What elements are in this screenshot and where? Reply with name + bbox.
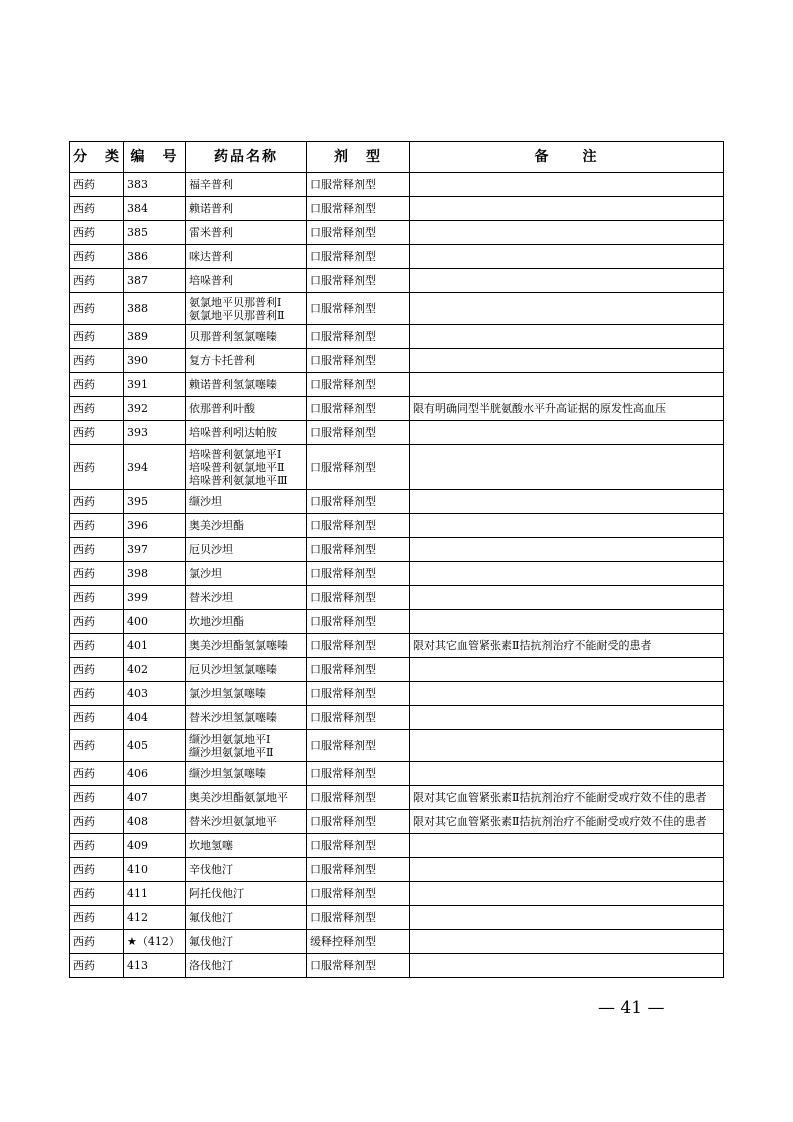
cell-category: 西药 (70, 221, 124, 245)
cell-drug-name (186, 658, 307, 682)
cell-remarks (410, 930, 724, 954)
cell-category: 西药 (70, 197, 124, 221)
cell-drug-name (186, 245, 307, 269)
cell-number: ★（412） (124, 930, 186, 954)
cell-remarks (410, 349, 724, 373)
cell-drug-name (186, 293, 307, 325)
cell-category: 西药 (70, 293, 124, 325)
header-dosage-form: 剂 型 (307, 142, 410, 173)
header-number: 编 号 (124, 142, 186, 173)
cell-remarks (410, 730, 724, 762)
cell-remarks (410, 834, 724, 858)
cell-drug-name (186, 373, 307, 397)
table-header-row (70, 142, 724, 173)
cell-category: 西药 (70, 325, 124, 349)
drug-name-line: 替米沙坦氢氯噻嗪 (189, 711, 277, 724)
cell-drug-name (186, 834, 307, 858)
cell-number: 408 (124, 810, 186, 834)
cell-dosage-form: 口服常释剂型 (307, 762, 410, 786)
table-row (70, 610, 724, 634)
table-row (70, 634, 724, 658)
cell-drug-name (186, 397, 307, 421)
drug-name-line: 赖诺普利 (189, 202, 233, 215)
cell-number: 411 (124, 882, 186, 906)
cell-drug-name (186, 562, 307, 586)
cell-drug-name (186, 173, 307, 197)
cell-dosage-form: 口服常释剂型 (307, 610, 410, 634)
drug-name-line: 氟伐他汀 (189, 935, 233, 948)
cell-dosage-form: 口服常释剂型 (307, 682, 410, 706)
cell-dosage-form: 口服常释剂型 (307, 325, 410, 349)
drug-name-line: 厄贝沙坦 (189, 543, 233, 556)
table-row (70, 197, 724, 221)
cell-remarks (410, 658, 724, 682)
cell-remarks (410, 882, 724, 906)
cell-number: 412 (124, 906, 186, 930)
page-number: — 41 — (598, 998, 665, 1018)
cell-remarks: 限有明确同型半胱氨酸水平升高证据的原发性高血压 (410, 397, 724, 421)
table-row (70, 373, 724, 397)
cell-dosage-form: 口服常释剂型 (307, 421, 410, 445)
table-row (70, 586, 724, 610)
cell-dosage-form: 口服常释剂型 (307, 858, 410, 882)
drug-name-line: 缬沙坦氨氯地平Ⅰ (189, 732, 271, 746)
drug-name-line: 氨氯地平贝那普利Ⅰ (189, 295, 282, 309)
drug-name-line: 培哚普利 (189, 274, 233, 287)
cell-drug-name (186, 197, 307, 221)
drug-list-table (69, 141, 724, 978)
drug-name-line: 雷米普利 (189, 226, 233, 239)
cell-drug-name (186, 682, 307, 706)
cell-dosage-form: 口服常释剂型 (307, 810, 410, 834)
cell-dosage-form: 口服常释剂型 (307, 173, 410, 197)
cell-number: 398 (124, 562, 186, 586)
table-row (70, 730, 724, 762)
header-remarks: 备 注 (410, 142, 724, 173)
cell-number: 383 (124, 173, 186, 197)
drug-name-line: 氯沙坦氢氯噻嗪 (189, 687, 266, 700)
drug-name-line: 培哚普利氨氯地平Ⅰ (189, 447, 282, 461)
cell-remarks (410, 325, 724, 349)
cell-category: 西药 (70, 786, 124, 810)
cell-drug-name (186, 930, 307, 954)
table-row (70, 514, 724, 538)
cell-drug-name (186, 786, 307, 810)
cell-category: 西药 (70, 810, 124, 834)
cell-category: 西药 (70, 562, 124, 586)
cell-category: 西药 (70, 421, 124, 445)
cell-category: 西药 (70, 762, 124, 786)
cell-drug-name (186, 810, 307, 834)
drug-name-line: 缬沙坦氨氯地平Ⅱ (189, 745, 274, 759)
cell-category: 西药 (70, 906, 124, 930)
cell-drug-name (186, 706, 307, 730)
cell-number: 386 (124, 245, 186, 269)
cell-remarks: 限对其它血管紧张素Ⅱ拮抗剂治疗不能耐受或疗效不佳的患者 (410, 786, 724, 810)
drug-name-line: 奥美沙坦酯氢氯噻嗪 (189, 639, 288, 652)
header-category: 分 类 (70, 142, 124, 173)
cell-number: 393 (124, 421, 186, 445)
cell-category: 西药 (70, 373, 124, 397)
cell-dosage-form: 口服常释剂型 (307, 269, 410, 293)
table-row (70, 538, 724, 562)
cell-drug-name (186, 906, 307, 930)
cell-category: 西药 (70, 634, 124, 658)
cell-category: 西药 (70, 514, 124, 538)
cell-dosage-form: 口服常释剂型 (307, 397, 410, 421)
table-row (70, 445, 724, 490)
cell-number: 389 (124, 325, 186, 349)
cell-drug-name (186, 490, 307, 514)
cell-drug-name (186, 730, 307, 762)
drug-name-line: 依那普利叶酸 (189, 402, 255, 415)
cell-drug-name (186, 538, 307, 562)
cell-category: 西药 (70, 858, 124, 882)
cell-dosage-form: 口服常释剂型 (307, 293, 410, 325)
drug-name-line: 奥美沙坦酯 (189, 519, 244, 532)
cell-remarks (410, 197, 724, 221)
drug-name-line: 缬沙坦氢氯噻嗪 (189, 767, 266, 780)
cell-dosage-form: 口服常释剂型 (307, 834, 410, 858)
table-row (70, 706, 724, 730)
table-row (70, 906, 724, 930)
cell-category: 西药 (70, 173, 124, 197)
cell-category: 西药 (70, 445, 124, 490)
cell-drug-name (186, 514, 307, 538)
cell-number: 400 (124, 610, 186, 634)
cell-dosage-form: 口服常释剂型 (307, 538, 410, 562)
cell-number: 404 (124, 706, 186, 730)
table-row (70, 762, 724, 786)
cell-remarks (410, 293, 724, 325)
table-row (70, 930, 724, 954)
cell-remarks: 限对其它血管紧张素Ⅱ拮抗剂治疗不能耐受或疗效不佳的患者 (410, 810, 724, 834)
cell-number: 407 (124, 786, 186, 810)
cell-drug-name (186, 325, 307, 349)
drug-name-line: 复方卡托普利 (189, 354, 255, 367)
cell-dosage-form: 口服常释剂型 (307, 349, 410, 373)
cell-number: 413 (124, 954, 186, 978)
header-drug-name: 药品名称 (186, 142, 307, 173)
table-row (70, 325, 724, 349)
cell-number: 385 (124, 221, 186, 245)
cell-remarks (410, 173, 724, 197)
drug-name-line: 培哚普利氨氯地平Ⅲ (189, 473, 288, 487)
cell-dosage-form: 口服常释剂型 (307, 730, 410, 762)
drug-name-line: 氯沙坦 (189, 567, 222, 580)
drug-name-line: 洛伐他汀 (189, 959, 233, 972)
cell-category: 西药 (70, 682, 124, 706)
cell-number: 402 (124, 658, 186, 682)
drug-name-line: 厄贝沙坦氢氯噻嗪 (189, 663, 277, 676)
cell-category: 西药 (70, 930, 124, 954)
table-row (70, 682, 724, 706)
cell-remarks: 限对其它血管紧张素Ⅱ拮抗剂治疗不能耐受的患者 (410, 634, 724, 658)
table-row (70, 293, 724, 325)
cell-category: 西药 (70, 586, 124, 610)
drug-name-line: 培哚普利吲达帕胺 (189, 426, 277, 439)
table-row (70, 221, 724, 245)
cell-number: 394 (124, 445, 186, 490)
cell-drug-name (186, 586, 307, 610)
table-row (70, 834, 724, 858)
cell-remarks (410, 245, 724, 269)
cell-drug-name (186, 858, 307, 882)
cell-category: 西药 (70, 245, 124, 269)
table-row (70, 421, 724, 445)
cell-remarks (410, 906, 724, 930)
cell-dosage-form: 口服常释剂型 (307, 373, 410, 397)
cell-number: 410 (124, 858, 186, 882)
cell-remarks (410, 858, 724, 882)
cell-number: 390 (124, 349, 186, 373)
cell-number: 409 (124, 834, 186, 858)
cell-dosage-form: 口服常释剂型 (307, 514, 410, 538)
drug-name-line: 赖诺普利氢氯噻嗪 (189, 378, 277, 391)
cell-remarks (410, 445, 724, 490)
cell-category: 西药 (70, 882, 124, 906)
table-row (70, 954, 724, 978)
cell-remarks (410, 586, 724, 610)
cell-number: 399 (124, 586, 186, 610)
cell-remarks (410, 269, 724, 293)
drug-name-line: 坎地沙坦酯 (189, 615, 244, 628)
table-row (70, 858, 724, 882)
cell-drug-name (186, 445, 307, 490)
cell-category: 西药 (70, 954, 124, 978)
cell-remarks (410, 421, 724, 445)
cell-drug-name (186, 349, 307, 373)
cell-remarks (410, 706, 724, 730)
cell-dosage-form: 口服常释剂型 (307, 658, 410, 682)
cell-drug-name (186, 610, 307, 634)
drug-name-line: 坎地氢噻 (189, 839, 233, 852)
cell-dosage-form: 口服常释剂型 (307, 786, 410, 810)
drug-name-line: 氟伐他汀 (189, 911, 233, 924)
cell-dosage-form: 口服常释剂型 (307, 221, 410, 245)
cell-drug-name (186, 762, 307, 786)
cell-number: 387 (124, 269, 186, 293)
cell-remarks (410, 221, 724, 245)
cell-remarks (410, 682, 724, 706)
cell-category: 西药 (70, 349, 124, 373)
cell-drug-name (186, 421, 307, 445)
table-row (70, 786, 724, 810)
drug-name-line: 辛伐他汀 (189, 863, 233, 876)
cell-dosage-form: 口服常释剂型 (307, 197, 410, 221)
drug-name-line: 贝那普利氢氯噻嗪 (189, 330, 277, 343)
table-row (70, 245, 724, 269)
cell-dosage-form: 口服常释剂型 (307, 954, 410, 978)
table-row (70, 490, 724, 514)
table-row (70, 269, 724, 293)
cell-number: 395 (124, 490, 186, 514)
cell-remarks (410, 562, 724, 586)
drug-name-line: 福辛普利 (189, 178, 233, 191)
cell-number: 397 (124, 538, 186, 562)
cell-remarks (410, 762, 724, 786)
cell-category: 西药 (70, 706, 124, 730)
cell-drug-name (186, 882, 307, 906)
table-row (70, 397, 724, 421)
drug-name-line: 缬沙坦 (189, 495, 222, 508)
table-row (70, 562, 724, 586)
cell-number: 391 (124, 373, 186, 397)
cell-category: 西药 (70, 397, 124, 421)
cell-category: 西药 (70, 834, 124, 858)
cell-number: 405 (124, 730, 186, 762)
drug-name-line: 氨氯地平贝那普利Ⅱ (189, 308, 285, 322)
cell-remarks (410, 954, 724, 978)
table-row (70, 882, 724, 906)
cell-number: 403 (124, 682, 186, 706)
drug-name-line: 咪达普利 (189, 250, 233, 263)
table-row (70, 349, 724, 373)
cell-dosage-form: 口服常释剂型 (307, 706, 410, 730)
cell-remarks (410, 514, 724, 538)
cell-number: 388 (124, 293, 186, 325)
cell-number: 396 (124, 514, 186, 538)
cell-category: 西药 (70, 658, 124, 682)
cell-number: 401 (124, 634, 186, 658)
table-row (70, 810, 724, 834)
cell-dosage-form: 缓释控释剂型 (307, 930, 410, 954)
cell-number: 392 (124, 397, 186, 421)
cell-remarks (410, 538, 724, 562)
drug-name-line: 替米沙坦 (189, 591, 233, 604)
cell-dosage-form: 口服常释剂型 (307, 445, 410, 490)
drug-name-line: 替米沙坦氨氯地平 (189, 815, 277, 828)
table-row (70, 658, 724, 682)
cell-number: 384 (124, 197, 186, 221)
cell-remarks (410, 610, 724, 634)
cell-category: 西药 (70, 269, 124, 293)
cell-dosage-form: 口服常释剂型 (307, 490, 410, 514)
cell-number: 406 (124, 762, 186, 786)
table-row (70, 173, 724, 197)
cell-dosage-form: 口服常释剂型 (307, 634, 410, 658)
table-body (70, 173, 724, 978)
cell-drug-name (186, 269, 307, 293)
cell-remarks (410, 490, 724, 514)
cell-dosage-form: 口服常释剂型 (307, 882, 410, 906)
cell-dosage-form: 口服常释剂型 (307, 586, 410, 610)
cell-category: 西药 (70, 730, 124, 762)
cell-category: 西药 (70, 610, 124, 634)
cell-drug-name (186, 954, 307, 978)
cell-drug-name (186, 634, 307, 658)
cell-drug-name (186, 221, 307, 245)
drug-name-line: 奥美沙坦酯氨氯地平 (189, 791, 288, 804)
cell-dosage-form: 口服常释剂型 (307, 245, 410, 269)
cell-dosage-form: 口服常释剂型 (307, 562, 410, 586)
drug-name-line: 阿托伐他汀 (189, 887, 244, 900)
drug-name-line: 培哚普利氨氯地平Ⅱ (189, 460, 285, 474)
cell-category: 西药 (70, 538, 124, 562)
cell-remarks (410, 373, 724, 397)
cell-category: 西药 (70, 490, 124, 514)
cell-dosage-form: 口服常释剂型 (307, 906, 410, 930)
